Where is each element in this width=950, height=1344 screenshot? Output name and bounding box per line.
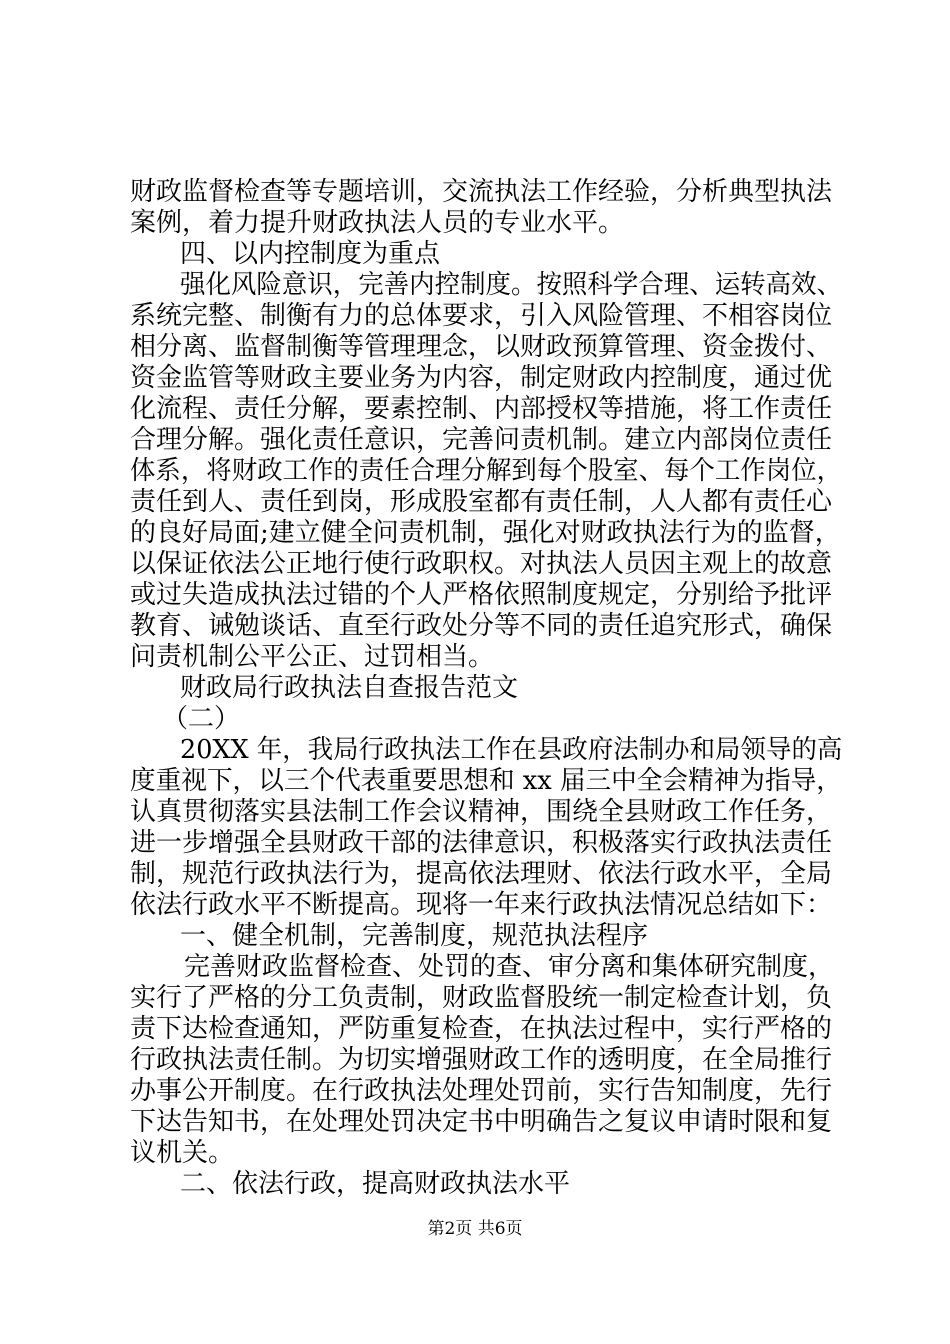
section-heading: 二、依法行政，提高财政执法水平 — [180, 1169, 571, 1199]
text-line: 行政执法责任制。为切实增强财政工作的透明度，在全局推行 — [130, 1045, 833, 1075]
text-line: 进一步增强全县财政干部的法律意识，积极落实行政执法责任 — [130, 828, 833, 858]
text-line: 制，规范行政执法行为，提高依法理财、依法行政水平，全局 — [130, 859, 833, 889]
text-line: 认真贯彻落实县法制工作会议精神，围绕全县财政工作任务， — [130, 797, 833, 827]
article-title: 财政局行政执法自查报告范文 — [180, 673, 519, 703]
text-line: 实行了严格的分工负责制，财政监督股统一制定检查计划，负 — [130, 983, 833, 1013]
text-line: 责下达检查通知，严防重复检查，在执法过程中，实行严格的 — [130, 1014, 833, 1044]
text-line: 办事公开制度。在行政执法处理处罚前，实行告知制度，先行 — [130, 1076, 833, 1106]
text-line: 以保证依法公正地行使行政职权。对执法人员因主观上的故意 — [130, 549, 833, 579]
text-line: 体系，将财政工作的责任合理分解到每个股室、每个工作岗位， — [130, 456, 843, 486]
article-subtitle: （二） — [162, 704, 241, 734]
text-line: 20XX 年，我局行政执法工作在县政府法制办和局领导的高 — [180, 735, 843, 765]
text-line: 下达告知书，在处理处罚决定书中明确告之复议申请时限和复 — [130, 1107, 833, 1137]
text-line: 案例，着力提升财政执法人员的专业水平。 — [130, 208, 625, 238]
text-line: 议机关。 — [130, 1138, 235, 1168]
text-line: 强化风险意识，完善内控制度。按照科学合理、运转高效、 — [180, 270, 843, 300]
text-line: 完善财政监督检查、处罚的查、审分离和集体研究制度， — [184, 952, 835, 982]
text-line: 相分离、监督制衡等管理理念，以财政预算管理、资金拨付、 — [130, 332, 833, 362]
text-line: 系统完整、制衡有力的总体要求，引入风险管理、不相容岗位 — [130, 301, 833, 331]
text-line: 合理分解。强化责任意识，完善问责机制。建立内部岗位责任 — [130, 425, 833, 455]
text-line: 依法行政水平不断提高。现将一年来行政执法情况总结如下： — [130, 890, 833, 920]
section-heading: 四、以内控制度为重点 — [180, 239, 441, 269]
text-line: 化流程、责任分解，要素控制、内部授权等措施，将工作责任 — [130, 394, 833, 424]
text-line: 问责机制公平公正、过罚相当。 — [130, 642, 495, 672]
text-line: 的良好局面;建立健全问责机制，强化对财政执法行为的监督， — [130, 518, 841, 548]
text-line: 教育、诫勉谈话、直至行政处分等不同的责任追究形式，确保 — [130, 611, 833, 641]
text-line: 财政监督检查等专题培训，交流执法工作经验，分析典型执法 — [130, 177, 833, 207]
text-line: 度重视下，以三个代表重要思想和 xx 届三中全会精神为指导， — [130, 766, 842, 796]
section-heading: 一、健全机制，完善制度，规范执法程序 — [180, 921, 649, 951]
text-line: 资金监管等财政主要业务为内容，制定财政内控制度，通过优 — [130, 363, 833, 393]
text-line: 责任到人、责任到岗，形成股室都有责任制，人人都有责任心 — [130, 487, 833, 517]
page-footer: 第2页 共6页 — [427, 1219, 523, 1239]
text-line: 或过失造成执法过错的个人严格依照制度规定，分别给予批评 — [130, 580, 833, 610]
